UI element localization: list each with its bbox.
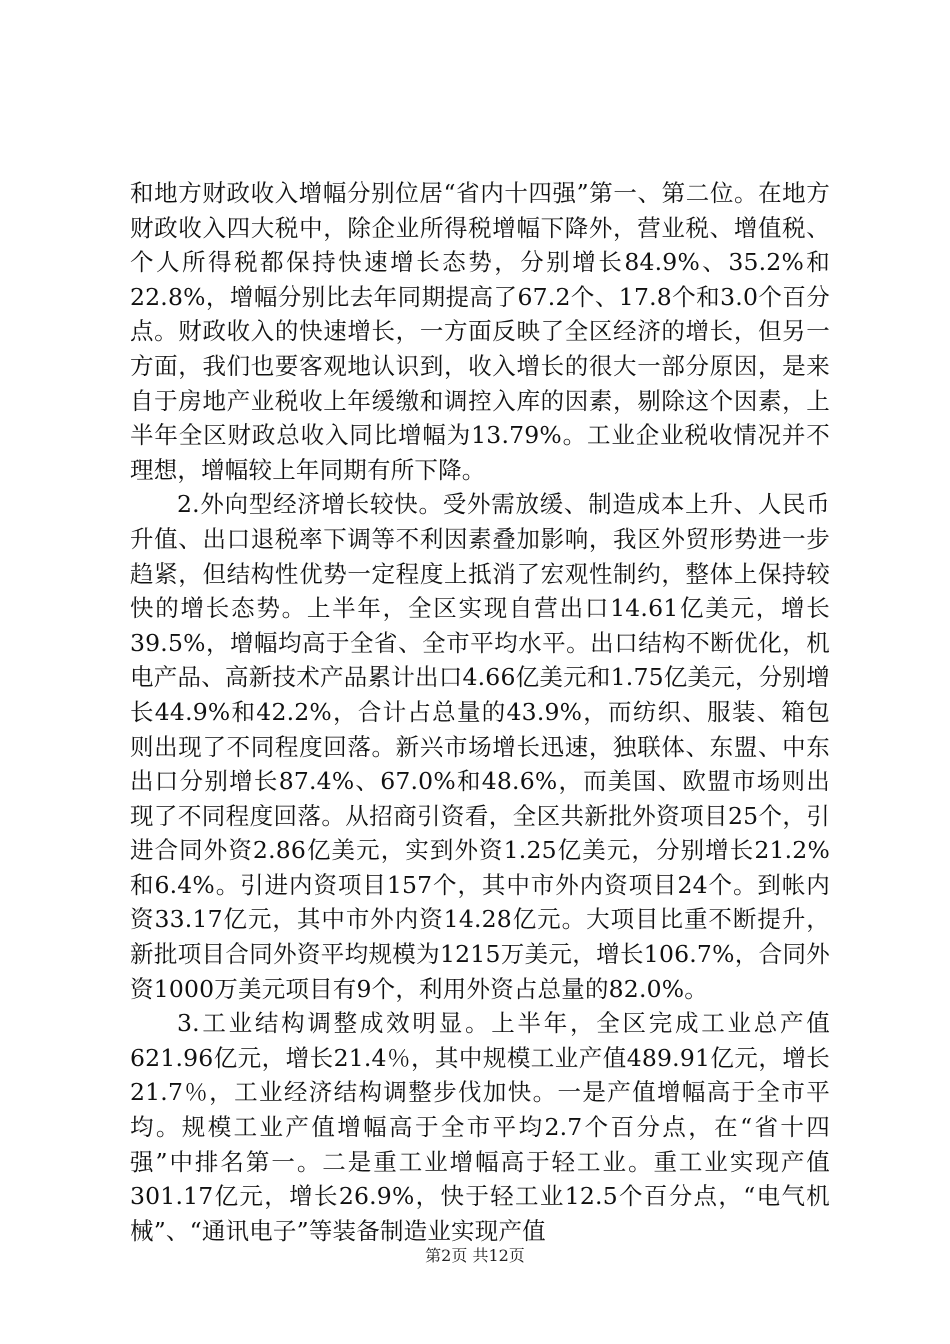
paragraph-export-economy: 2.外向型经济增长较快。受外需放缓、制造成本上升、人民币升值、出口退税率下调等不利因素叠加影响，我区外贸形势进一步趋紧，但结构性优势一定程度上抵消了宏观性制约，整体上保持较快的增长态势。上半年，全区实现自营出口14.61亿美元，增长39.5%，增幅均高于全省、全市平均水平。出口结构不断优化，机电产品、高新技术产品累计出口4.66亿美元和1.75亿美元，分别增长44.9%和42.2%，合计占总量的43.9%，而纺织、服装、箱包则出现了不同程度回落。新兴市场增长迅速，独联体、东盟、中东出口分别增长87.4%、67.0%和48.6%，而美国、欧盟市场则出现了不同程度回落。从招商引资看，全区共新批外资项目25个，引进合同外资2.86亿美元，实到外资1.25亿美元，分别增长21.2%和6.4%。引进内资项目157个，其中市外内资项目24个。到帐内资33.17亿元，其中市外内资14.28亿元。大项目比重不断提升，新批项目合同外资平均规模为1215万美元，增长106.7%，合同外资1000万美元项目有9个，利用外资占总量的82.0%。 [130, 490, 830, 1003]
paragraph-industrial-structure: 3.工业结构调整成效明显。上半年，全区完成工业总产值621.96亿元，增长21.4％，其中规模工业产值489.91亿元，增长21.7％，工业经济结构调整步伐加快。一是产值增幅高于全市平均。规模工业产值增幅高于全市平均2.7个百分点，在“省十四强”中排名第一。二是重工业增幅高于轻工业。重工业实现产值301.17亿元，增长26.9%，快于轻工业12.5个百分点，“电气机械”、“通讯电子”等装备制造业实现产值 [130, 1009, 830, 1245]
paragraph-fiscal-revenue: 和地方财政收入增幅分别位居“省内十四强”第一、第二位。在地方财政收入四大税中，除企业所得税增幅下降外，营业税、增值税、个人所得税都保持快速增长态势，分别增长84.9%、35.2%和22.8%，增幅分别比去年同期提高了67.2个、17.8个和3.0个百分点。财政收入的快速增长，一方面反映了全区经济的增长，但另一方面，我们也要客观地认识到，收入增长的很大一部分原因，是来自于房地产业税收上年缓缴和调控入库的因素，剔除这个因素，上半年全区财政总收入同比增幅为13.79%。工业企业税收情况并不理想，增幅较上年同期有所下降。 [130, 179, 830, 484]
page-number: 第2页 共12页 [425, 1246, 525, 1265]
page-footer [0, 1243, 950, 1266]
document-body [130, 176, 830, 1248]
